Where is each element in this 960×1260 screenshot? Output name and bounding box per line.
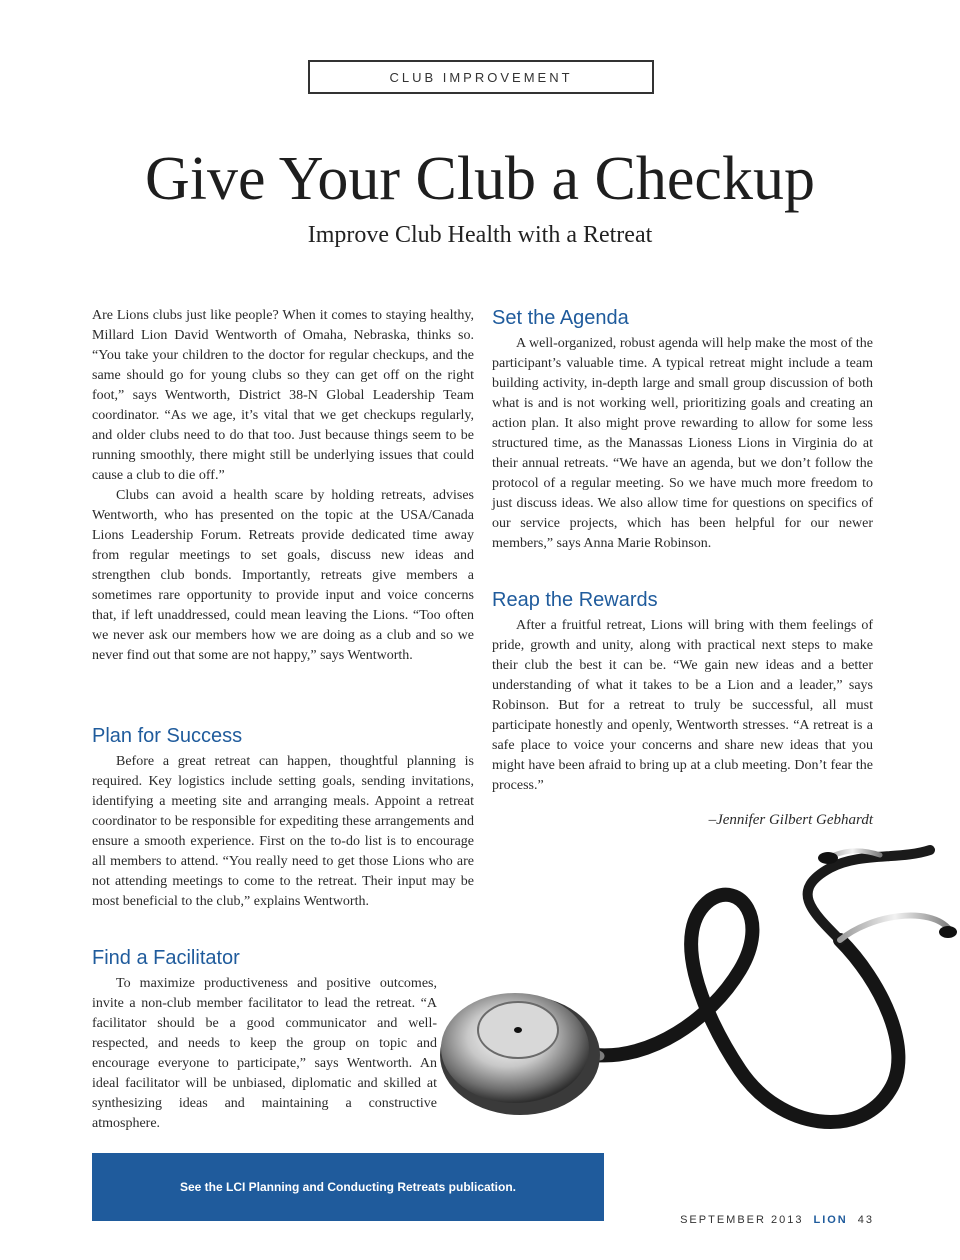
section-heading-plan: Plan for Success — [92, 725, 243, 747]
intro-paragraph: Clubs can avoid a health scare by holding retreats, advises Wentworth, who has presented on the topic at the USA/Canada Lions Leadership Forum. Retreats provide dedicated time away from regular meetings to set goals, discuss new ideas and strengthen club bonds. Importantly, retreats give members a sometimes rare opportunity to provide input and voice concerns that, if left unaddressed, could mean leaving the Lions. “Too often we never ask our members how we are doing as a club and so we never find out that some are not happy,” says Wentworth. — [92, 488, 474, 663]
section-text-agenda: A well-organized, robust agenda will help make the most of the participant’s valuable time. A typical retreat might include a team building activity, in-depth large and small group discussion of both what is and is not working well, prioritizing goals and creating an action plan. It also might prove rewarding to allow for some less structured time, as the Manassas Lioness Lions in Virginia do at their annual retreats. “We have an agenda, but we don’t follow the protocol of a regular meeting. So we have much more freedom to just discuss ideas. We also allow time for questions on specifics of our service projects, which has been helpful for our newer members,” says Anna Marie Robinson. — [492, 336, 873, 551]
section-reap — [492, 588, 873, 796]
publication-banner: See the LCI Planning and Conducting Retreats publication. — [92, 1153, 604, 1221]
section-agenda — [492, 306, 873, 554]
section-facilitator — [92, 946, 437, 1134]
byline: –Jennifer Gilbert Gebhardt — [708, 812, 873, 828]
folio-page-number: 43 — [857, 1214, 874, 1226]
subhead: Improve Club Health with a Retreat — [307, 222, 653, 248]
section-heading-agenda: Set the Agenda — [492, 307, 629, 329]
folio-date: SEPTEMBER 2013 — [680, 1214, 804, 1226]
section-text-facilitator: To maximize productiveness and positive outcomes, invite a non-club member facilitator to lead the retreat. “A facilitator should be a good communicator and well-respected, and needs to keep the group on topic and encourage everyone to participate,” says Wentworth. An ideal facilitator will be unbiased, diplomatic and skilled at synthesizing ideas and maintaining a constructive atmosphere. — [92, 976, 437, 1131]
intro-paragraph: Are Lions clubs just like people? When it comes to staying healthy, Millard Lion David Wentworth of Omaha, Nebraska, thinks so. “You take your children to the doctor for regular checkups, and the same should go for young clubs so they can get off on the right foot,” says Wentworth, District 38-N Global Leadership Team coordinator. “As we age, it’s vital that we get checkups regularly, and older clubs need to do that too. Just because things seem to be running smoothly, there might still be underlying issues that could cause a club to die off.” — [92, 308, 474, 483]
section-heading-facilitator: Find a Facilitator — [92, 947, 240, 969]
folio-magazine: LION — [813, 1214, 848, 1226]
section-heading-reap: Reap the Rewards — [492, 589, 658, 611]
intro-column — [92, 306, 474, 666]
section-label: CLUB IMPROVEMENT — [308, 60, 654, 94]
section-text-plan: Before a great retreat can happen, thoughtful planning is required. Key logistics include setting goals, sending invitations, identifying a meeting site and arranging meals. Appoint a retreat coordinator to be responsible for expediting these arrangements and ensure a smooth experience. First on the to-do list is to encourage all members to attend. “You really need to get those Lions who are not attending meetings to come to the retreat. Their input may be most beneficial to the club,” explains Wentworth. — [92, 754, 474, 909]
stethoscope-image — [410, 820, 960, 1150]
section-text-reap: After a fruitful retreat, Lions will bring with them feelings of pride, growth and unity, along with practical next steps to make their club the best it can be. “We gain new ideas and a better understanding of what it takes to be a Lion and a leader,” says Robinson. But for a retreat to truly be successful, all must participate honestly and openly, Wentworth stresses. “A retreat is a safe place to voice your concerns and share new ideas that you might have been afraid to bring up at a club meeting. Don’t fear the process.” — [492, 618, 873, 793]
headline: Give Your Club a Checkup — [145, 145, 815, 213]
page-folio — [680, 1214, 874, 1226]
